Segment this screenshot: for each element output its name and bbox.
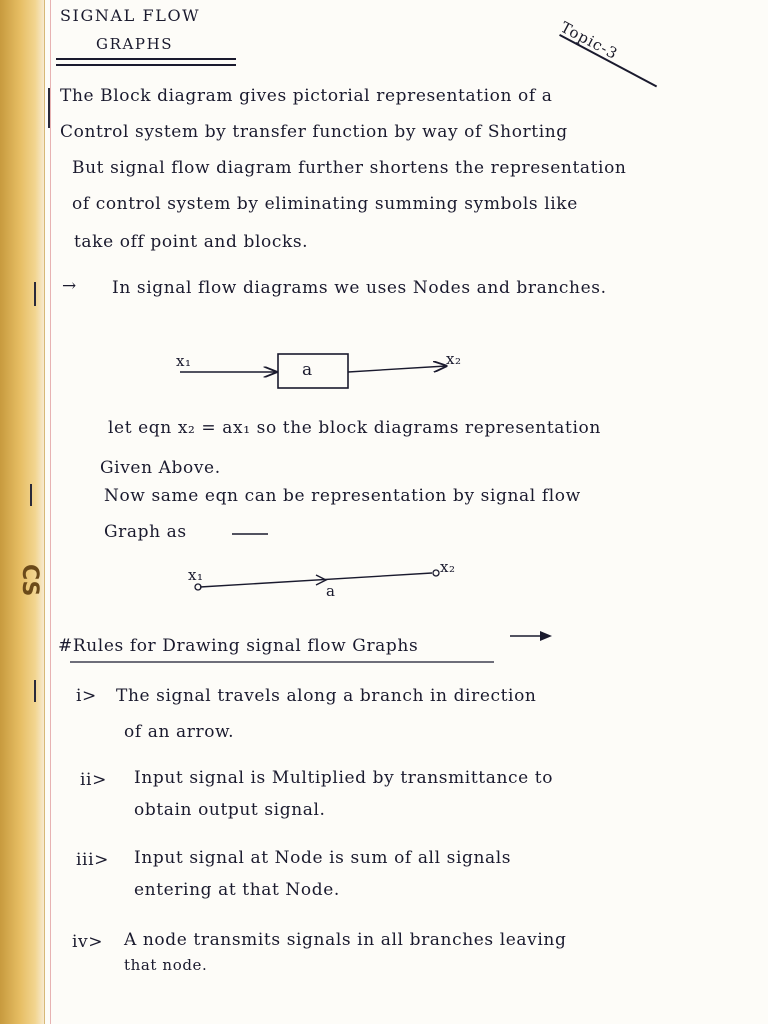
intro-line-1: The Block diagram gives pictorial representation of a [60, 86, 553, 106]
margin-mark [34, 680, 36, 702]
rule-3-number: iii> [76, 850, 109, 870]
intro-line-2: Control system by transfer function by way of Shorting [60, 122, 568, 142]
rule-3-line-1: Input signal at Node is sum of all signals [134, 848, 512, 868]
rules-heading: #Rules for Drawing signal flow Graphs [58, 636, 419, 656]
rule-1-line-1: The signal travels along a branch in direction [116, 686, 537, 706]
equation-line-4: Graph as [104, 522, 187, 542]
block-gain-label: a [302, 360, 313, 380]
output-node-icon [433, 570, 439, 576]
equation-line-1: let eqn x₂ = ax₁ so the block diagrams representation [108, 418, 601, 438]
heading-arrow-icon [540, 631, 552, 641]
page-title-line2: GRAPHS [96, 35, 174, 53]
nodes-note-text: In signal flow diagrams we uses Nodes and branches. [112, 278, 607, 298]
rule-1-number: i> [76, 686, 97, 706]
block-input-label: x₁ [176, 352, 192, 370]
equation-line-3: Now same eqn can be representation by signal flow [104, 486, 581, 506]
rule-2-line-1: Input signal is Multiplied by transmittance to [134, 768, 554, 788]
arrow-symbol: → [62, 276, 77, 296]
rule-2-number: ii> [80, 770, 107, 790]
output-branch-line [348, 366, 446, 372]
topic-label: Topic-3 [557, 18, 622, 64]
equation-line-2: Given Above. [100, 458, 221, 478]
intro-line-3: But signal flow diagram further shortens the representation [72, 158, 627, 178]
binding-logo: CS [17, 564, 42, 597]
block-output-label: x₂ [446, 350, 462, 368]
rule-2-line-2: obtain output signal. [134, 800, 326, 820]
rule-1-line-2: of an arrow. [124, 722, 235, 742]
rule-4-number: iv> [72, 932, 104, 952]
intro-line-4: of control system by eliminating summing symbols like [72, 194, 578, 214]
sfg-gain-label: a [326, 582, 336, 600]
sfg-output-label: x₂ [440, 558, 456, 576]
rule-3-line-2: entering at that Node. [134, 880, 340, 900]
gain-block [278, 354, 348, 388]
rule-4-line-2: that node. [124, 956, 208, 974]
rule-4-line-1: A node transmits signals in all branches leaving [124, 930, 567, 950]
intro-line-5: take off point and blocks. [74, 232, 309, 252]
sfg-input-label: x₁ [188, 566, 204, 584]
margin-mark [30, 484, 32, 506]
page-title-line1: SIGNAL FLOW [60, 6, 201, 25]
